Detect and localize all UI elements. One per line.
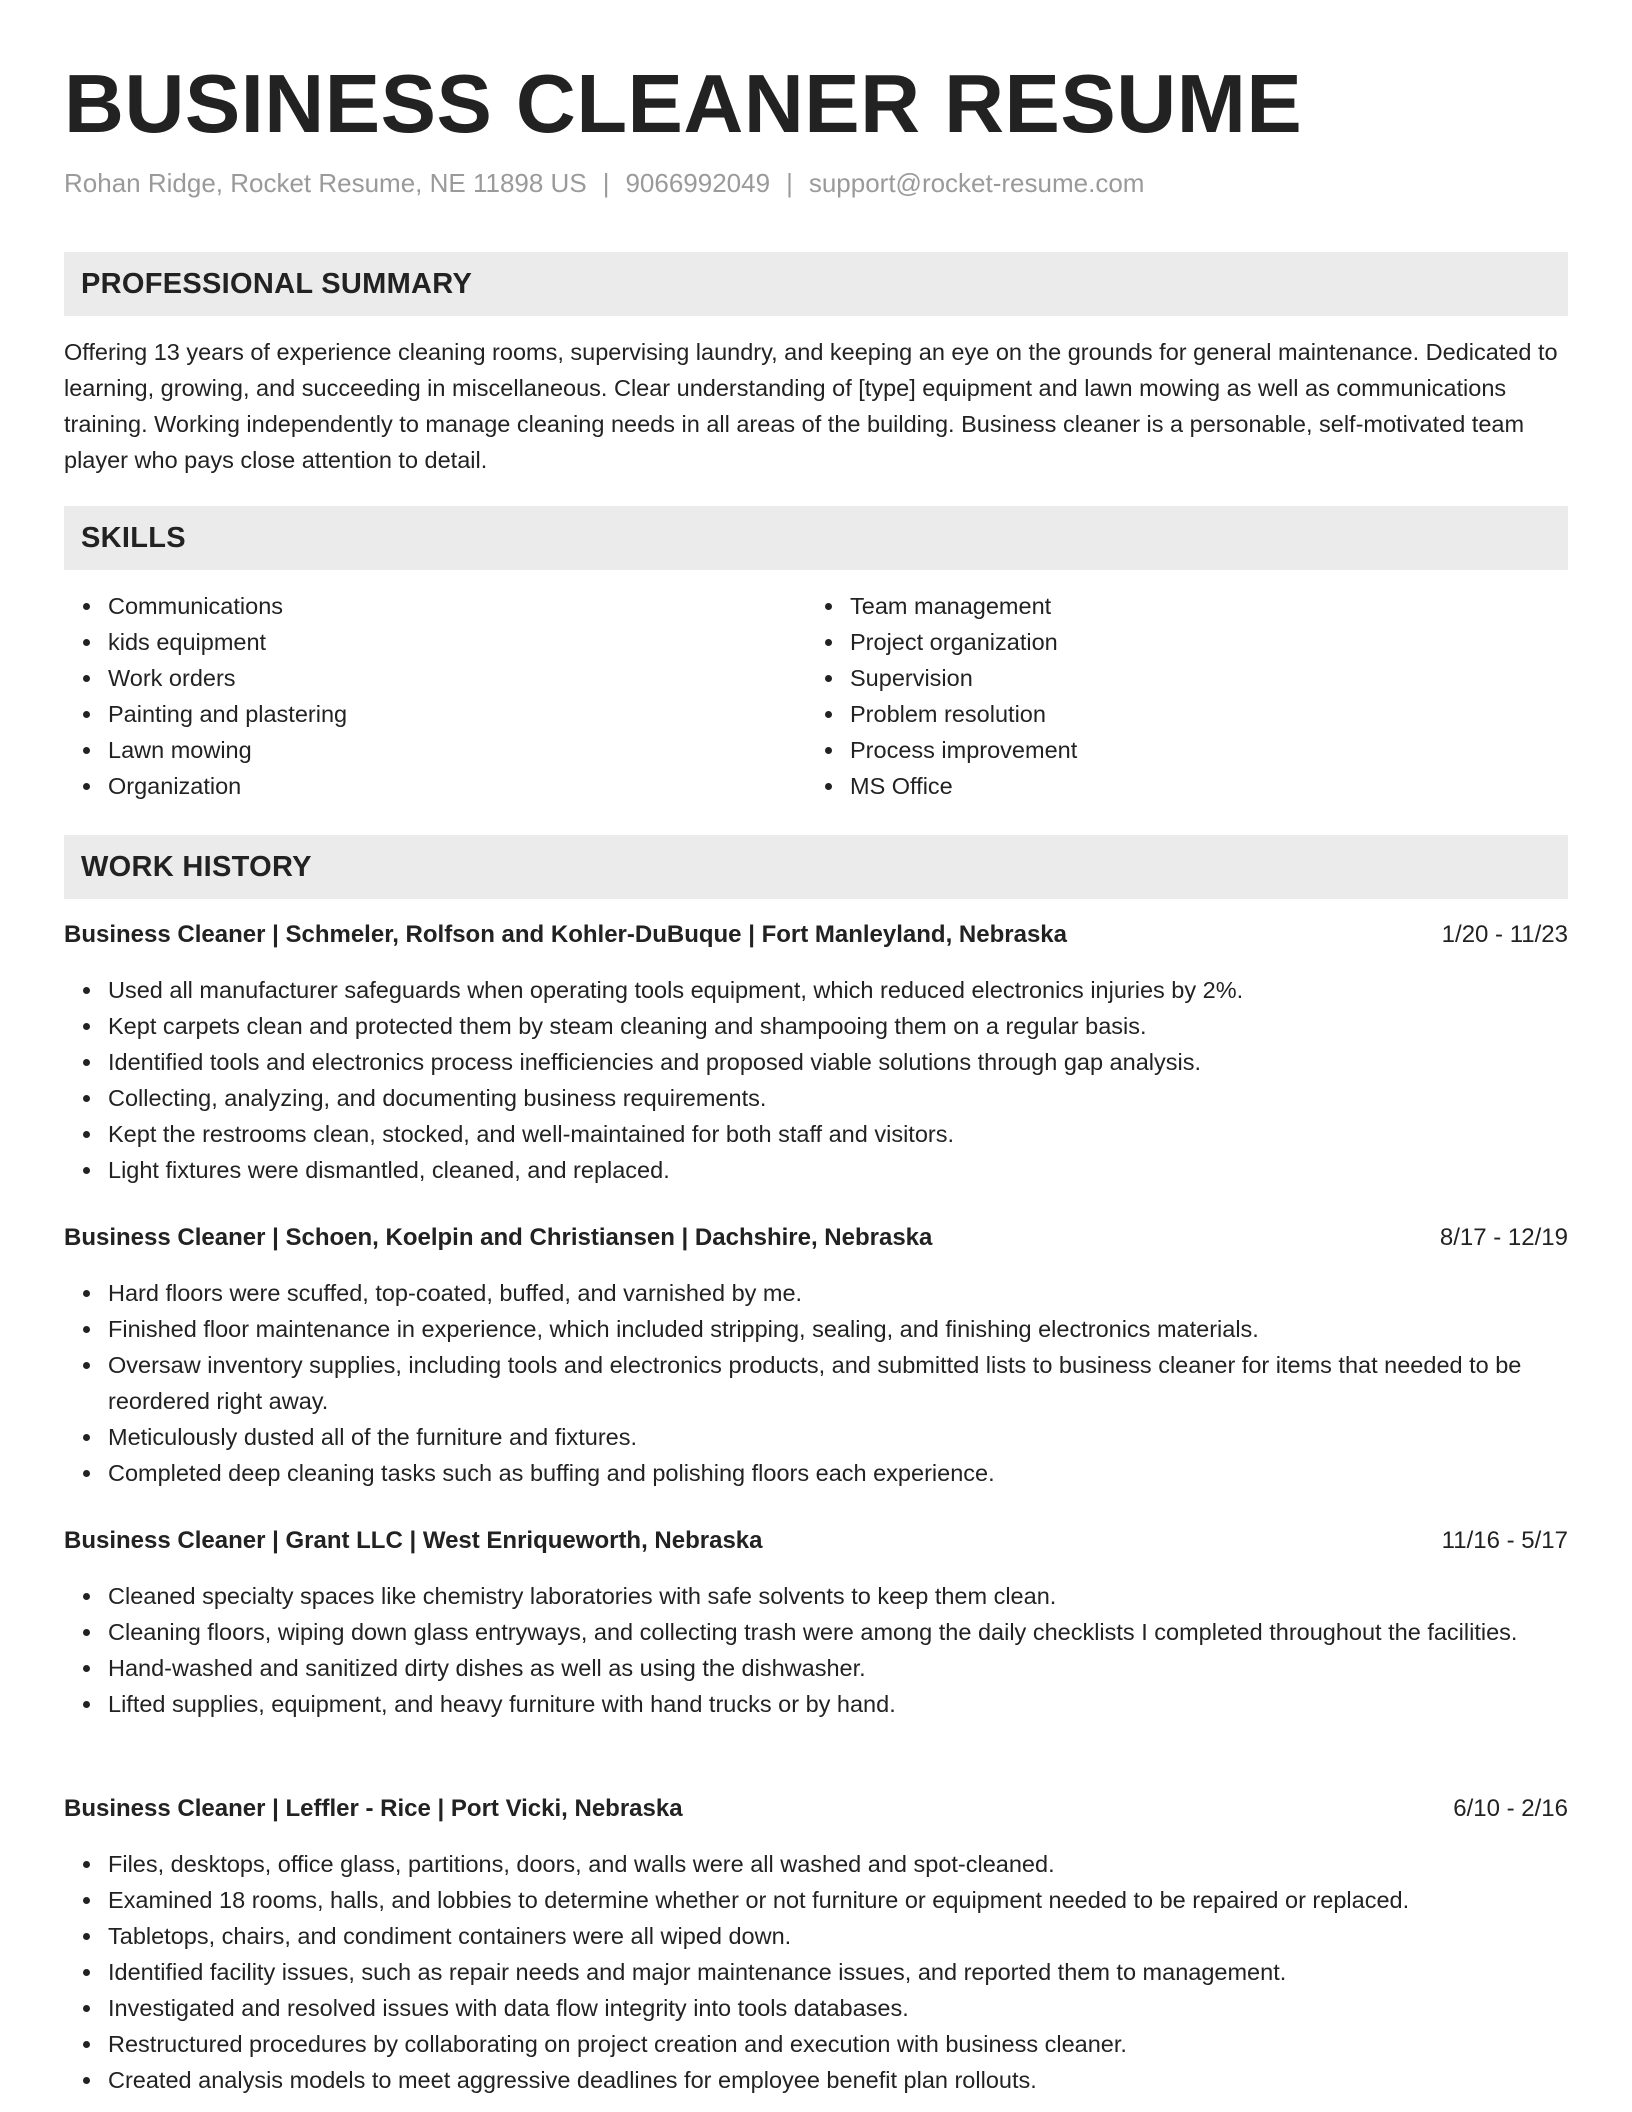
job-bullet: Cleaned specialty spaces like chemistry laboratories with safe solvents to keep them clean. bbox=[108, 1578, 1568, 1614]
skill-item: Process improvement bbox=[850, 732, 1548, 768]
skill-item: Organization bbox=[108, 768, 806, 804]
skills-column-left bbox=[64, 588, 806, 804]
skill-item: MS Office bbox=[850, 768, 1548, 804]
summary-section-header bbox=[64, 252, 1568, 316]
resume-title: BUSINESS CLEANER RESUME bbox=[64, 57, 1303, 150]
skill-item: Problem resolution bbox=[850, 696, 1548, 732]
skills-column-right bbox=[806, 588, 1548, 804]
skill-item: Team management bbox=[850, 588, 1548, 624]
professional-summary: Offering 13 years of experience cleaning rooms, supervising laundry, and keeping an eye on the grounds for general maintenance. Dedicated to learning, growing, and succeeding in miscellaneous. Clear understanding of [type] equipment and lawn mowing as well as communications training. Working independently to manage cleaning needs in all areas of the building. Business cleaner is a personable, self-motivated team player who pays close attention to detail. bbox=[64, 339, 1558, 473]
job-header bbox=[64, 1791, 1568, 1827]
skill-item: Supervision bbox=[850, 660, 1548, 696]
job-bullet: Finished floor maintenance in experience, which included stripping, sealing, and finishing electronics materials. bbox=[108, 1311, 1568, 1347]
skill-item: Work orders bbox=[108, 660, 806, 696]
skill-item: Lawn mowing bbox=[108, 732, 806, 768]
job-entry bbox=[64, 1523, 1568, 1722]
job-bullet: Examined 18 rooms, halls, and lobbies to determine whether or not furniture or equipment needed to be repaired or replaced. bbox=[108, 1882, 1568, 1918]
job-bullet: Identified facility issues, such as repair needs and major maintenance issues, and reported them to management. bbox=[108, 1954, 1568, 1990]
job-bullets bbox=[64, 972, 1568, 1188]
contact-separator: | bbox=[602, 168, 610, 198]
job-bullets bbox=[64, 1275, 1568, 1491]
job-bullet: Restructured procedures by collaborating on project creation and execution with business cleaner. bbox=[108, 2026, 1568, 2062]
skill-item: Communications bbox=[108, 588, 806, 624]
job-bullet: Oversaw inventory supplies, including tools and electronics products, and submitted lists to business cleaner for items that needed to be reordered right away. bbox=[108, 1347, 1568, 1419]
job-bullet: Identified tools and electronics process inefficiencies and proposed viable solutions through gap analysis. bbox=[108, 1044, 1568, 1080]
job-dates: 6/10 - 2/16 bbox=[1453, 1795, 1568, 1822]
skill-item: kids equipment bbox=[108, 624, 806, 660]
work-heading: WORK HISTORY bbox=[81, 850, 312, 883]
job-dates: 8/17 - 12/19 bbox=[1439, 1224, 1568, 1251]
summary-heading: PROFESSIONAL SUMMARY bbox=[81, 267, 473, 300]
job-bullet: Lifted supplies, equipment, and heavy furniture with hand trucks or by hand. bbox=[108, 1686, 1568, 1722]
job-bullet: Completed deep cleaning tasks such as buffing and polishing floors each experience. bbox=[108, 1455, 1568, 1491]
job-bullets bbox=[64, 1578, 1568, 1722]
job-bullet: Files, desktops, office glass, partitions, doors, and walls were all washed and spot-cleaned. bbox=[108, 1846, 1568, 1882]
job-header bbox=[64, 1523, 1568, 1559]
job-entry bbox=[64, 1220, 1568, 1491]
job-title: Business Cleaner | Schoen, Koelpin and Christiansen | Dachshire, Nebraska bbox=[64, 1224, 933, 1251]
contact-separator: | bbox=[786, 168, 793, 198]
job-title: Business Cleaner | Grant LLC | West Enriqueworth, Nebraska bbox=[64, 1527, 763, 1554]
job-header bbox=[64, 1220, 1568, 1256]
job-bullet: Created analysis models to meet aggressive deadlines for employee benefit plan rollouts. bbox=[108, 2062, 1568, 2098]
job-title: Business Cleaner | Schmeler, Rolfson and Kohler-DuBuque | Fort Manleyland, Nebraska bbox=[64, 921, 1067, 948]
job-title: Business Cleaner | Leffler - Rice | Port Vicki, Nebraska bbox=[64, 1795, 683, 1822]
job-entry bbox=[64, 917, 1568, 1188]
work-section-header bbox=[64, 835, 1568, 899]
skills-section-header bbox=[64, 506, 1568, 570]
job-bullet: Collecting, analyzing, and documenting business requirements. bbox=[108, 1080, 1568, 1116]
job-bullet: Meticulously dusted all of the furniture and fixtures. bbox=[108, 1419, 1568, 1455]
job-bullet: Cleaning floors, wiping down glass entryways, and collecting trash were among the daily checklists I completed throughout the facilities. bbox=[108, 1614, 1568, 1650]
job-bullet: Hard floors were scuffed, top-coated, buffed, and varnished by me. bbox=[108, 1275, 1568, 1311]
skills-heading: SKILLS bbox=[81, 521, 186, 554]
contact-line bbox=[64, 168, 1144, 199]
contact-phone: 9066992049 bbox=[625, 168, 771, 198]
job-bullet: Kept carpets clean and protected them by steam cleaning and shampooing them on a regular basis. bbox=[108, 1008, 1568, 1044]
contact-email[interactable]: support@rocket-resume.com bbox=[808, 168, 1145, 198]
skills-list bbox=[64, 588, 1568, 804]
job-dates: 1/20 - 11/23 bbox=[1441, 921, 1568, 948]
job-bullet: Kept the restrooms clean, stocked, and well-maintained for both staff and visitors. bbox=[108, 1116, 1568, 1152]
job-bullet: Used all manufacturer safeguards when operating tools equipment, which reduced electronics injuries by 2%. bbox=[108, 972, 1568, 1008]
job-dates: 11/16 - 5/17 bbox=[1441, 1527, 1568, 1554]
skill-item: Project organization bbox=[850, 624, 1548, 660]
job-bullets bbox=[64, 1846, 1568, 2098]
job-bullet: Investigated and resolved issues with data flow integrity into tools databases. bbox=[108, 1990, 1568, 2026]
job-entry bbox=[64, 1791, 1568, 2098]
job-bullet: Tabletops, chairs, and condiment containers were all wiped down. bbox=[108, 1918, 1568, 1954]
skill-item: Painting and plastering bbox=[108, 696, 806, 732]
job-bullet: Light fixtures were dismantled, cleaned, and replaced. bbox=[108, 1152, 1568, 1188]
job-header bbox=[64, 917, 1568, 953]
contact-address: Rohan Ridge, Rocket Resume, NE 11898 US bbox=[64, 168, 587, 198]
job-bullet: Hand-washed and sanitized dirty dishes as well as using the dishwasher. bbox=[108, 1650, 1568, 1686]
